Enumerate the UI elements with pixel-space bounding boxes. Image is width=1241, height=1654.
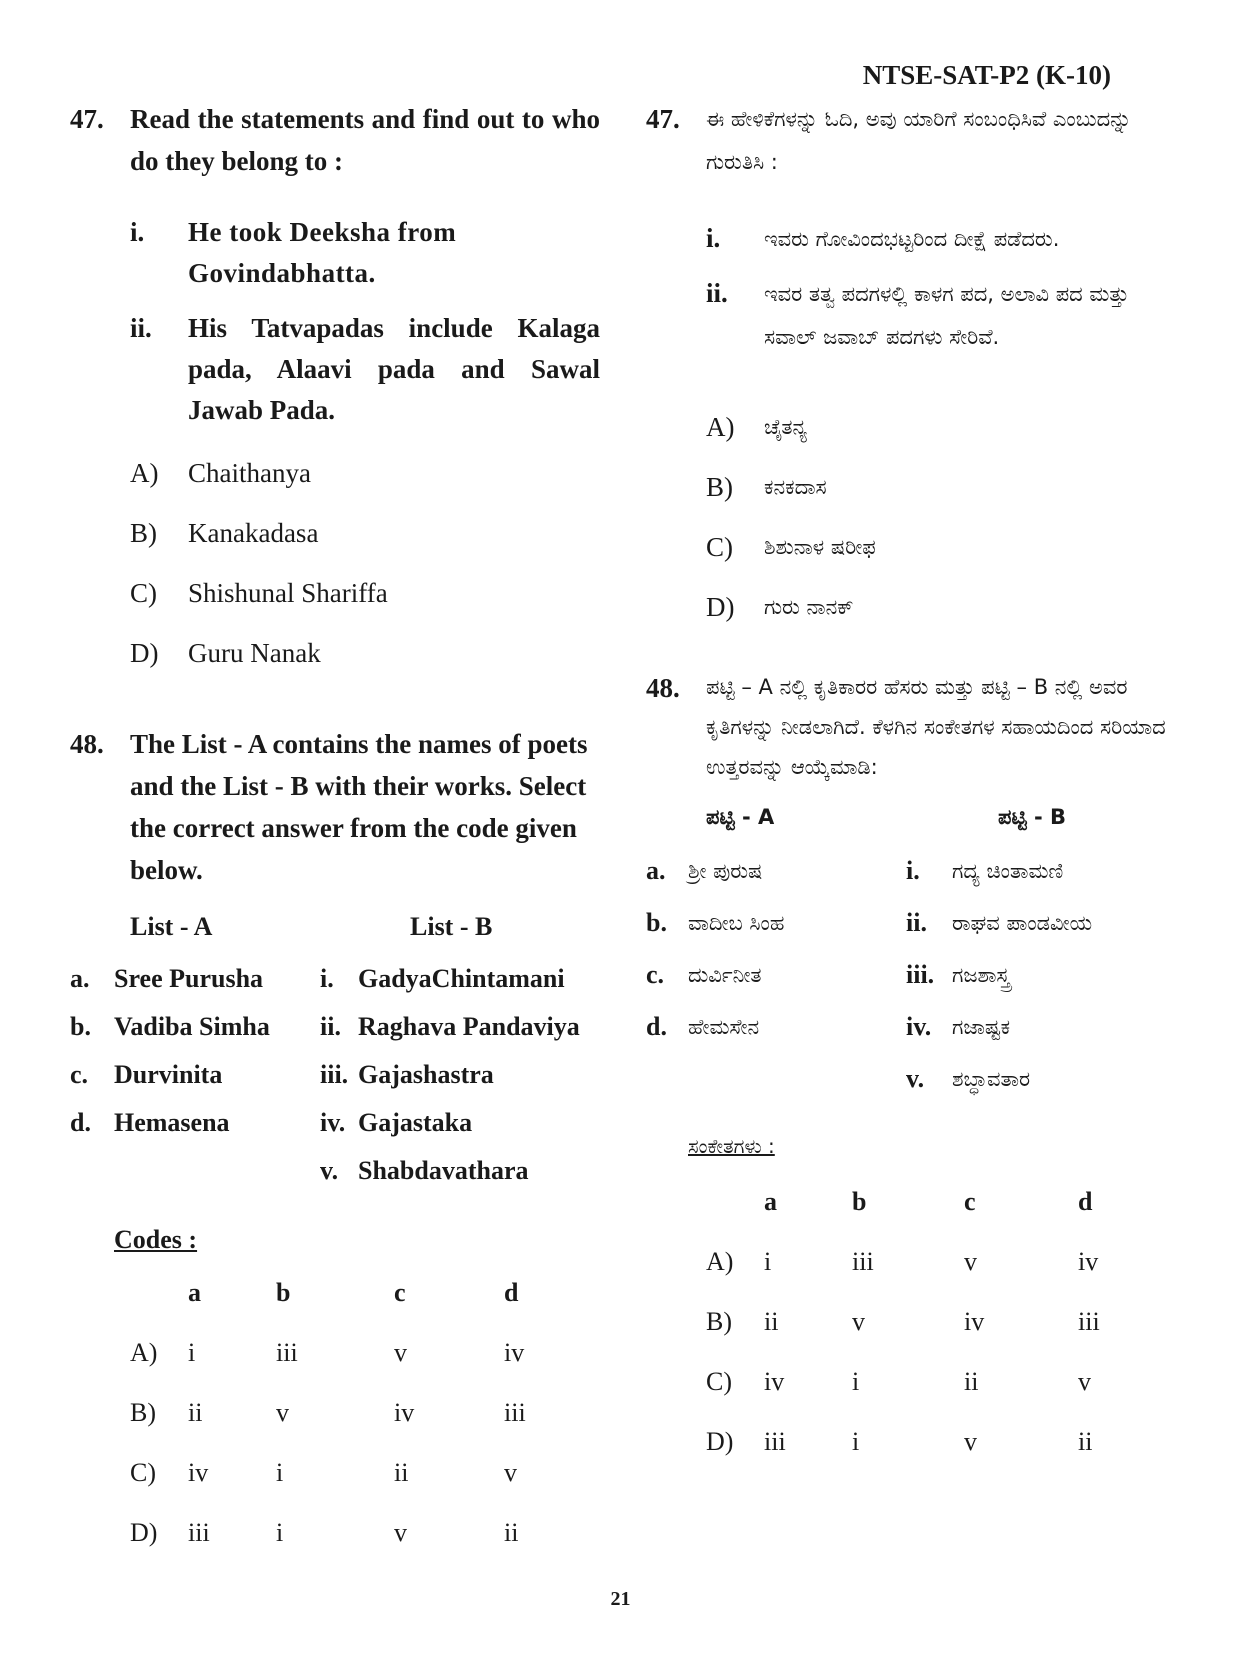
list-a-index: d.	[646, 1012, 667, 1041]
code-cell: iii	[852, 1247, 874, 1276]
code-cell: i	[852, 1367, 860, 1396]
list-a-item: Hemasena	[114, 1108, 230, 1137]
code-option-label[interactable]: C)	[130, 1458, 156, 1487]
option-label: D)	[130, 637, 159, 668]
list-b-title: ಪಟ್ಟಿ - B	[998, 804, 1067, 829]
list-a-index: b.	[646, 908, 667, 937]
statement-number: ii.	[130, 313, 152, 343]
code-cell: v	[394, 1518, 407, 1547]
code-header: c	[394, 1278, 406, 1307]
question-text: ಪಟ್ಟಿ – A ನಲ್ಲಿ ಕೃತಿಕಾರರ ಹೆಸರು ಮತ್ತು ಪಟ್ಟಿ – B ನಲ್ಲಿ ಅವರ ಕೃತಿಗಳನ್ನು ನೀಡಲಾಗಿದೆ. ಕೆಳಗಿನ ಸಂಕೇತಗಳ ಸಹಾಯದಿಂದ ಸರಿಯಾದ ಉತ್ತರವನ್ನು ಆಯ್ಕೆಮಾಡಿ:	[706, 675, 1166, 779]
statement-number: i.	[706, 223, 721, 253]
code-cell: i	[764, 1247, 772, 1276]
list-b-index: iii.	[906, 960, 935, 989]
codes-title: Codes :	[114, 1225, 198, 1254]
code-cell: i	[852, 1427, 860, 1456]
code-cell: iii	[188, 1518, 210, 1547]
list-a-index: b.	[70, 1012, 91, 1041]
match-row	[646, 1053, 1176, 1105]
codes-table	[130, 1263, 600, 1563]
code-cell: v	[964, 1427, 977, 1456]
code-cell: iv	[188, 1458, 209, 1487]
code-header: a	[764, 1187, 777, 1216]
code-cell: iv	[1078, 1247, 1099, 1276]
option-text: Kanakadasa	[188, 517, 319, 548]
option-text: ಚೈತನ್ಯ	[764, 414, 808, 439]
list-a-title: List - A	[130, 912, 213, 941]
list-b-item: Gajastaka	[358, 1108, 473, 1137]
option-b[interactable]	[706, 457, 1176, 517]
list-b-title: List - B	[410, 912, 493, 941]
question-text: Read the statements and find out to who do they belong to :	[130, 104, 600, 176]
question-48-kn	[646, 667, 1176, 787]
list-b-index: i.	[320, 964, 334, 993]
statement-text: ಇವರು ಗೋವಿಂದಭಟ್ಟರಿಂದ ದೀಕ್ಷೆ ಪಡೆದರು.	[764, 227, 1060, 251]
option-label: C)	[706, 531, 733, 562]
code-cell: iv	[504, 1338, 525, 1367]
list-b-item: Raghava Pandaviya	[358, 1012, 580, 1041]
option-text: Chaithanya	[188, 457, 311, 488]
option-text: ಗುರು ನಾನಕ್	[764, 594, 854, 619]
list-b-index: ii.	[320, 1012, 341, 1041]
option-label: B)	[706, 471, 733, 502]
statement	[706, 218, 1176, 261]
match-row	[646, 897, 1176, 949]
option-label: C)	[130, 577, 157, 608]
list-a-item: ವಾದೀಬ ಸಿಂಹ	[688, 910, 785, 935]
list-b-item: GadyaChintamani	[358, 964, 565, 993]
match-row	[70, 1003, 600, 1051]
list-a-title: ಪಟ್ಟಿ - A	[706, 804, 775, 829]
list-a-index: a.	[646, 856, 666, 885]
code-header: b	[852, 1187, 867, 1216]
code-cell: v	[394, 1338, 407, 1367]
list-a-index: a.	[70, 964, 90, 993]
code-cell: ii	[764, 1307, 779, 1336]
code-header: d	[1078, 1187, 1093, 1216]
question-text: ಈ ಹೇಳಿಕೆಗಳನ್ನು ಓದಿ, ಅವು ಯಾರಿಗೆ ಸಂಬಂಧಿಸಿವೆ ಎಂಬುದನ್ನು ಗುರುತಿಸಿ :	[706, 107, 1132, 174]
list-a-item: Durvinita	[114, 1060, 223, 1089]
option-b[interactable]	[130, 503, 600, 563]
question-number: 47.	[70, 104, 104, 134]
code-cell: v	[504, 1458, 517, 1487]
code-cell: iii	[504, 1398, 526, 1427]
list-b-index: iv.	[320, 1108, 346, 1137]
statement-text: ಇವರ ತತ್ವ ಪದಗಳಲ್ಲಿ ಕಾಳಗ ಪದ, ಅಲಾವಿ ಪದ ಮತ್ತು ಸವಾಲ್ ಜವಾಬ್ ಪದಗಳು ಸೇರಿವೆ.	[764, 282, 1129, 349]
list-b-item: ಶಬ್ಧಾವತಾರ	[952, 1066, 1031, 1091]
code-cell: v	[964, 1247, 977, 1276]
code-header: d	[504, 1278, 519, 1307]
option-a[interactable]	[130, 443, 600, 503]
statement	[130, 212, 600, 294]
question-47	[70, 98, 600, 182]
list-a-item: Sree Purusha	[114, 964, 264, 993]
code-cell: ii	[964, 1367, 979, 1396]
list-a-item: ಹೇಮಸೇನ	[688, 1014, 760, 1039]
option-c[interactable]	[130, 563, 600, 623]
option-text: Shishunal Shariffa	[188, 577, 388, 608]
option-d[interactable]	[706, 577, 1176, 637]
code-cell: iv	[394, 1398, 415, 1427]
statement-number: ii.	[706, 278, 728, 308]
list-b-index: v.	[320, 1156, 339, 1185]
question-text: The List - A contains the names of poets and the List - B with their works. Select the correct answer from the code given below.	[130, 729, 588, 885]
page-number: 21	[610, 1588, 631, 1610]
code-cell: i	[188, 1338, 196, 1367]
paper-code-header: NTSE-SAT-P2 (K-10)	[862, 60, 1111, 90]
list-b-item: Shabdavathara	[358, 1156, 529, 1185]
codes-title: ಸಂಕೇತಗಳು :	[688, 1134, 775, 1158]
code-option-label[interactable]: D)	[706, 1427, 734, 1456]
list-b-index: i.	[906, 856, 920, 885]
match-row	[646, 845, 1176, 897]
list-a-index: c.	[646, 960, 665, 989]
code-option-label[interactable]: B)	[706, 1307, 732, 1336]
code-cell: i	[276, 1458, 284, 1487]
list-b-index: ii.	[906, 908, 927, 937]
code-cell: v	[1078, 1367, 1091, 1396]
option-text: ಕನಕದಾಸ	[764, 474, 827, 499]
kannada-column	[646, 98, 1176, 1472]
code-cell: v	[276, 1398, 289, 1427]
list-b-item: Gajashastra	[358, 1060, 494, 1089]
code-option-label[interactable]: B)	[130, 1398, 156, 1427]
question-number: 47.	[646, 104, 680, 134]
match-row	[646, 949, 1176, 1001]
statement	[706, 273, 1176, 359]
option-text: ಶಿಶುನಾಳ ಷರೀಫ	[764, 534, 876, 559]
list-b-item: ರಾಘವ ಪಾಂಡವೀಯ	[952, 910, 1093, 935]
question-48	[70, 723, 600, 891]
list-titles	[130, 903, 600, 951]
match-row	[646, 1001, 1176, 1053]
statement-text: His Tatvapadas include Kalaga pada, Alaavi pada and Sawal Jawab Pada.	[188, 313, 600, 425]
code-cell: iv	[964, 1307, 985, 1336]
code-option-label[interactable]: D)	[130, 1518, 158, 1547]
code-header: a	[188, 1278, 201, 1307]
match-row	[70, 1147, 600, 1195]
list-b-index: iii.	[320, 1060, 349, 1089]
statement-text: He took Deeksha from Govindabhatta.	[188, 217, 457, 288]
code-cell: iii	[1078, 1307, 1100, 1336]
option-a[interactable]	[706, 397, 1176, 457]
code-cell: ii	[1078, 1427, 1093, 1456]
list-titles	[706, 793, 1176, 841]
list-a-index: c.	[70, 1060, 89, 1089]
code-option-label[interactable]: A)	[706, 1247, 734, 1276]
option-label: B)	[130, 517, 157, 548]
code-option-label[interactable]: A)	[130, 1338, 158, 1367]
code-cell: v	[852, 1307, 865, 1336]
question-number: 48.	[646, 673, 680, 703]
list-a-item: ಶ್ರೀ ಪುರುಷ	[688, 858, 763, 883]
statement-number: i.	[130, 217, 145, 247]
english-column	[70, 98, 600, 1563]
code-cell: ii	[394, 1458, 409, 1487]
list-b-item: ಗದ್ಯ ಚಿಂತಾಮಣಿ	[952, 858, 1064, 883]
code-cell: iii	[276, 1338, 298, 1367]
code-header: b	[276, 1278, 291, 1307]
code-cell: ii	[504, 1518, 519, 1547]
option-text: Guru Nanak	[188, 637, 321, 668]
code-cell: i	[276, 1518, 284, 1547]
match-row	[70, 1051, 600, 1099]
option-label: D)	[706, 591, 735, 622]
code-cell: iv	[764, 1367, 785, 1396]
list-a-item: Vadiba Simha	[114, 1012, 270, 1041]
code-option-label[interactable]: C)	[706, 1367, 732, 1396]
statement	[130, 308, 600, 431]
match-row	[70, 1099, 600, 1147]
list-a-item: ದುರ್ವಿನೀತ	[688, 962, 762, 987]
option-c[interactable]	[706, 517, 1176, 577]
list-b-item: ಗಜಶಾಸ್ತ್ರ	[952, 962, 1010, 987]
code-header: c	[964, 1187, 976, 1216]
question-47-kn	[646, 98, 1176, 184]
list-a-index: d.	[70, 1108, 91, 1137]
code-cell: iii	[764, 1427, 786, 1456]
codes-table	[706, 1172, 1176, 1472]
code-cell: ii	[188, 1398, 203, 1427]
option-d[interactable]	[130, 623, 600, 683]
match-row	[70, 955, 600, 1003]
option-label: A)	[130, 457, 159, 488]
list-b-index: iv.	[906, 1012, 932, 1041]
list-b-index: v.	[906, 1064, 925, 1093]
list-b-item: ಗಜಾಷ್ಟಕ	[952, 1014, 1011, 1039]
option-label: A)	[706, 411, 735, 442]
question-number: 48.	[70, 729, 104, 759]
